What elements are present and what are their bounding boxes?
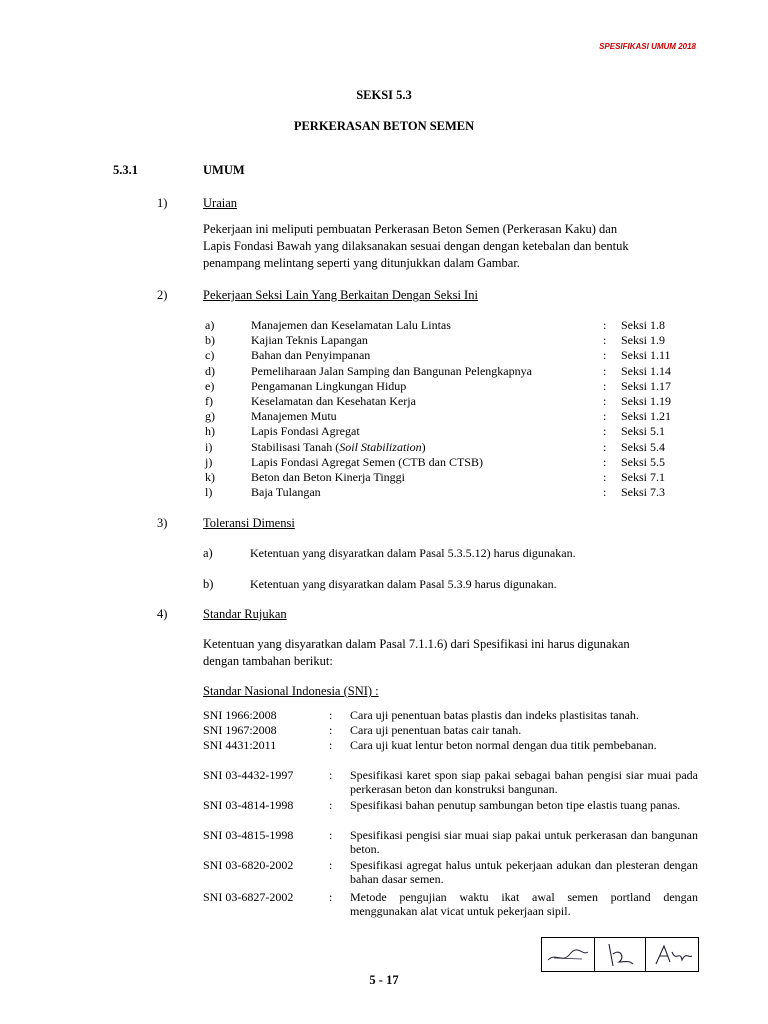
sni-code: SNI 4431:2011 [203,738,277,752]
related-section-label: Lapis Fondasi Agregat [251,424,360,439]
sni-code: SNI 03-4814-1998 [203,798,294,812]
related-section-label: Bahan dan Penyimpanan [251,348,371,363]
subsection-number: 5.3.1 [113,163,138,177]
related-section-label: Manajemen Mutu [251,409,337,424]
tolerance-a-text: Ketentuan yang disyaratkan dalam Pasal 5.3.5.12) harus digunakan. [250,546,576,560]
related-section-row [205,348,695,363]
related-section-colon: : [603,333,607,348]
related-section-letter: e) [205,378,215,393]
related-section-colon: : [603,454,607,469]
related-section-colon: : [603,409,607,424]
sni-code: SNI 03-6827-2002 [203,890,294,904]
signature-box-3 [645,937,699,972]
related-section-row [205,409,695,424]
sni-description: Spesifikasi karet spon siap pakai sebagai bahan pengisi siar muai pada perkerasan beton dan konstruksi bangunan. [350,768,698,796]
sni-code: SNI 03-4432-1997 [203,768,294,782]
item-4-number: 4) [157,607,168,621]
related-section-label: Kajian Teknis Lapangan [251,333,368,348]
related-section-label: Pemeliharaan Jalan Samping dan Bangunan Pelengkapnya [251,363,532,378]
item-1-para-line-1: Pekerjaan ini meliputi pembuatan Perkerasan Beton Semen (Perkerasan Kaku) dan [203,222,618,236]
related-section-ref: Seksi 1.19 [621,394,672,408]
tolerance-a-letter: a) [203,546,213,560]
sni-description: Spesifikasi pengisi siar muai siap pakai untuk perkerasan dan bangunan beton. [350,828,698,856]
related-section-colon: : [603,318,607,332]
sni-colon: : [329,723,333,737]
related-section-letter: a) [205,318,215,332]
related-section-colon: : [603,470,607,484]
related-section-ref: Seksi 1.21 [621,409,672,424]
related-section-letter: k) [205,470,215,484]
sni-colon: : [329,738,333,752]
related-section-letter: l) [205,485,213,500]
related-section-letter: b) [205,333,215,348]
item-1-number: 1) [157,196,168,210]
related-section-row [205,424,695,439]
item-1-para-line-3: penampang melintang seperti yang ditunjukkan dalam Gambar. [203,256,520,270]
sni-colon: : [329,890,333,904]
item-3-number: 3) [157,516,168,530]
related-section-colon: : [603,378,607,393]
sni-description: Spesifikasi agregat halus untuk pekerjaan adukan dan plesteran dengan bahan dasar semen. [350,858,698,886]
related-section-colon: : [603,394,607,408]
signature-box-1 [541,937,594,972]
item-1-heading: Uraian [203,196,238,210]
subsection-title: UMUM [203,163,245,177]
item-2-heading: Pekerjaan Seksi Lain Yang Berkaitan Dengan Seksi Ini [203,288,478,302]
related-section-letter: i) [205,439,213,454]
signature-box-2 [594,937,645,972]
tolerance-b-letter: b) [203,577,214,591]
related-section-ref: Seksi 1.14 [621,363,672,378]
sni-code: SNI 1966:2008 [203,708,277,722]
related-section-letter: j) [205,454,213,469]
page-number: 5 - 17 [369,973,399,987]
section-name-title: PERKERASAN BETON SEMEN [293,119,475,133]
related-section-letter: d) [205,363,215,378]
related-section-ref: Seksi 1.11 [621,348,671,363]
related-section-row [205,485,695,500]
sni-code: SNI 1967:2008 [203,723,277,737]
related-section-label: Pengamanan Lingkungan Hidup [251,378,407,393]
sni-description: Cara uji penentuan batas plastis dan indeks plastisitas tanah. [350,708,639,722]
signature-3-icon [646,938,698,971]
related-section-ref: Seksi 1.8 [621,318,666,332]
related-section-ref: Seksi 7.1 [621,470,666,484]
related-section-colon: : [603,363,607,378]
sni-colon: : [329,858,333,872]
sni-description: Cara uji penentuan batas cair tanah. [350,723,522,737]
sni-description: Cara uji kuat lentur beton normal dengan dua titik pembebanan. [350,738,657,752]
signature-2-icon [595,938,645,971]
sni-description: Metode pengujian waktu ikat awal semen portland dengan menggunakan alat vicat untuk pekerjaan sipil. [350,890,698,918]
related-section-ref: Seksi 5.4 [621,439,666,454]
related-section-ref: Seksi 5.1 [621,424,666,439]
related-section-label: Lapis Fondasi Agregat Semen (CTB dan CTSB) [251,454,483,469]
related-section-row [205,333,695,348]
sni-code: SNI 03-4815-1998 [203,828,294,842]
related-section-ref: Seksi 1.9 [621,333,666,348]
related-section-letter: c) [205,348,215,363]
related-section-row [205,455,695,470]
related-section-label: Beton dan Beton Kinerja Tinggi [251,470,405,484]
related-section-row [205,394,695,409]
item-1-para-line-2: Lapis Fondasi Bawah yang dilaksanakan sesuai dengan dengan ketebalan dan bentuk [203,239,629,253]
sni-description: Spesifikasi bahan penutup sambungan beton tipe elastis tuang panas. [350,798,681,812]
related-section-colon: : [603,439,607,454]
related-section-label: Keselamatan dan Kesehatan Kerja [251,394,416,408]
sni-colon: : [329,828,333,842]
related-section-ref: Seksi 5.5 [621,454,666,469]
related-section-row [205,470,695,485]
sni-colon: : [329,798,333,812]
related-section-letter: h) [205,424,215,439]
related-section-letter: f) [205,394,213,408]
section-number-title: SEKSI 5.3 [356,88,412,102]
related-section-row [205,379,695,394]
related-section-colon: : [603,348,607,363]
related-section-letter: g) [205,409,215,424]
sni-colon: : [329,768,333,782]
item-3-heading: Toleransi Dimensi [203,516,295,530]
spec-header-tag: SPESIFIKASI UMUM 2018 [599,42,696,51]
related-section-label: Manajemen dan Keselamatan Lalu Lintas [251,318,451,332]
related-section-label: Baja Tulangan [251,485,321,500]
related-section-colon: : [603,485,607,500]
related-section-colon: : [603,424,607,439]
tolerance-b-text: Ketentuan yang disyaratkan dalam Pasal 5.3.9 harus digunakan. [250,577,557,591]
reference-intro-line-1: Ketentuan yang disyaratkan dalam Pasal 7.1.1.6) dari Spesifikasi ini harus digunakan [203,637,630,651]
signature-1-icon [542,938,594,971]
related-section-ref: Seksi 7.3 [621,485,666,500]
related-section-ref: Seksi 1.17 [621,378,672,393]
related-section-label: Stabilisasi Tanah (Soil Stabilization) [251,439,426,454]
related-section-row [205,364,695,379]
item-2-number: 2) [157,288,168,302]
related-section-row [205,318,695,333]
sni-code: SNI 03-6820-2002 [203,858,294,872]
related-section-row [205,440,695,455]
item-4-heading: Standar Rujukan [203,607,287,621]
reference-intro-line-2: dengan tambahan berikut: [203,654,333,668]
sni-colon: : [329,708,333,722]
sni-heading: Standar Nasional Indonesia (SNI) : [203,684,379,698]
